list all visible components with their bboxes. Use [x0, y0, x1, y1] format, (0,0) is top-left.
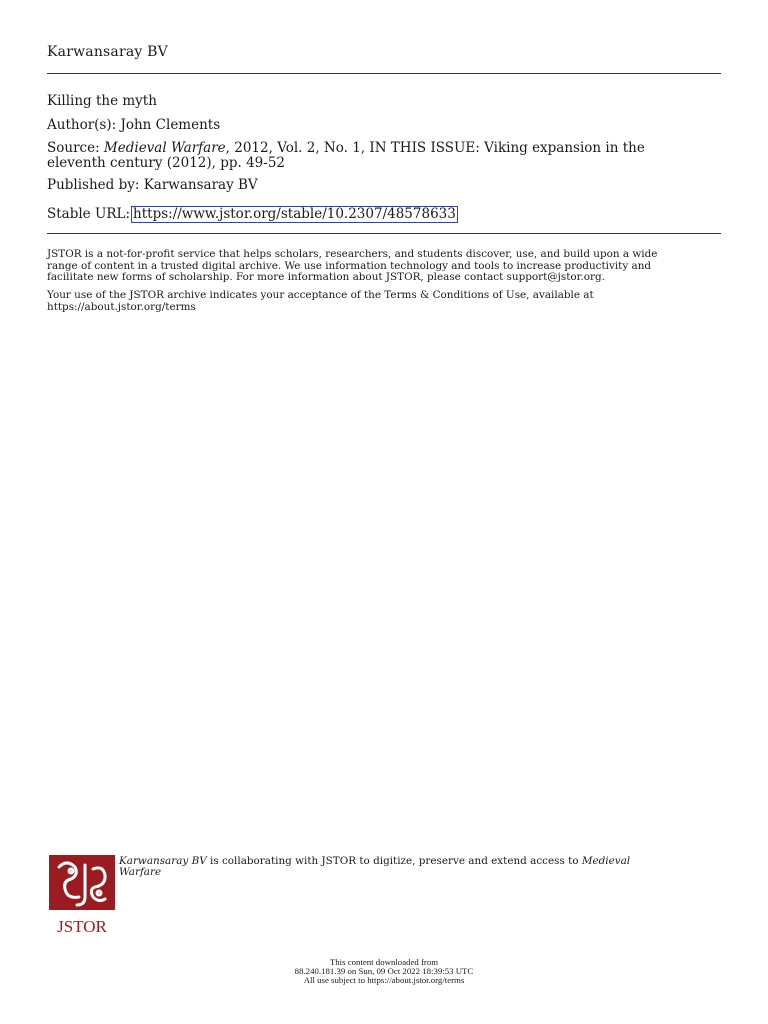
publisher-heading: Karwansaray BV: [47, 44, 168, 60]
authors-line: [47, 118, 727, 133]
footer-line1: This content downloaded from: [329, 957, 439, 967]
terms-notice: [47, 290, 727, 313]
authors-value: John Clements: [120, 117, 221, 133]
collab-text: is collaborating with JSTOR to digitize, preserve and extend access to: [206, 855, 582, 867]
footer-line2: 88.240.181.39 on Sun, 09 Oct 2022 18:39:53 UTC: [294, 966, 474, 977]
jstor-logo-icon: [49, 855, 115, 935]
notice1-line3: facilitate new forms of scholarship. For more information about JSTOR, please contact support@jstor.org.: [47, 271, 605, 283]
article-title: Killing the myth: [47, 93, 157, 109]
source-details-1: , 2012, Vol. 2, No. 1, IN THIS ISSUE: Viking expansion in the: [225, 140, 645, 156]
collab-publisher: Karwansaray BV: [119, 855, 207, 867]
source-details-2: eleventh century (2012), pp. 49-52: [47, 155, 286, 171]
collab-journal-1: Medieval: [581, 855, 631, 867]
source-label: Source:: [47, 140, 100, 156]
notice2-line2[interactable]: https://about.jstor.org/terms: [47, 300, 196, 313]
divider-middle: [47, 233, 721, 234]
jstor-notice: [47, 249, 727, 284]
collaboration-statement: [119, 856, 719, 878]
notice2-line1: Your use of the JSTOR archive indicates your acceptance of the Terms & Conditions of Use, available at: [47, 289, 594, 301]
authors-label: Author(s):: [47, 117, 117, 133]
stable-url-link[interactable]: https://www.jstor.org/stable/10.2307/48578633: [133, 206, 456, 222]
published-label: Published by:: [47, 177, 140, 193]
published-value: Karwansaray BV: [143, 177, 258, 193]
source-journal: Medieval Warfare: [103, 140, 226, 156]
stable-url-label: Stable URL:: [47, 206, 131, 222]
notice1-line2: range of content in a trusted digital archive. We use information technology and tools to increase productivity and: [47, 259, 652, 272]
published-line: [47, 178, 727, 193]
collab-journal-2: Warfare: [119, 866, 162, 878]
download-footer: [0, 958, 768, 986]
divider-top: [47, 73, 721, 74]
stable-url-line: [47, 206, 727, 223]
notice1-line1: JSTOR is a not-for-profit service that helps scholars, researchers, and students discover, use, and build upon a wide: [47, 248, 658, 260]
source-line: [47, 141, 727, 171]
footer-line3: All use subject to https://about.jstor.org/terms: [303, 975, 465, 986]
jstor-wordmark: JSTOR: [57, 917, 107, 935]
